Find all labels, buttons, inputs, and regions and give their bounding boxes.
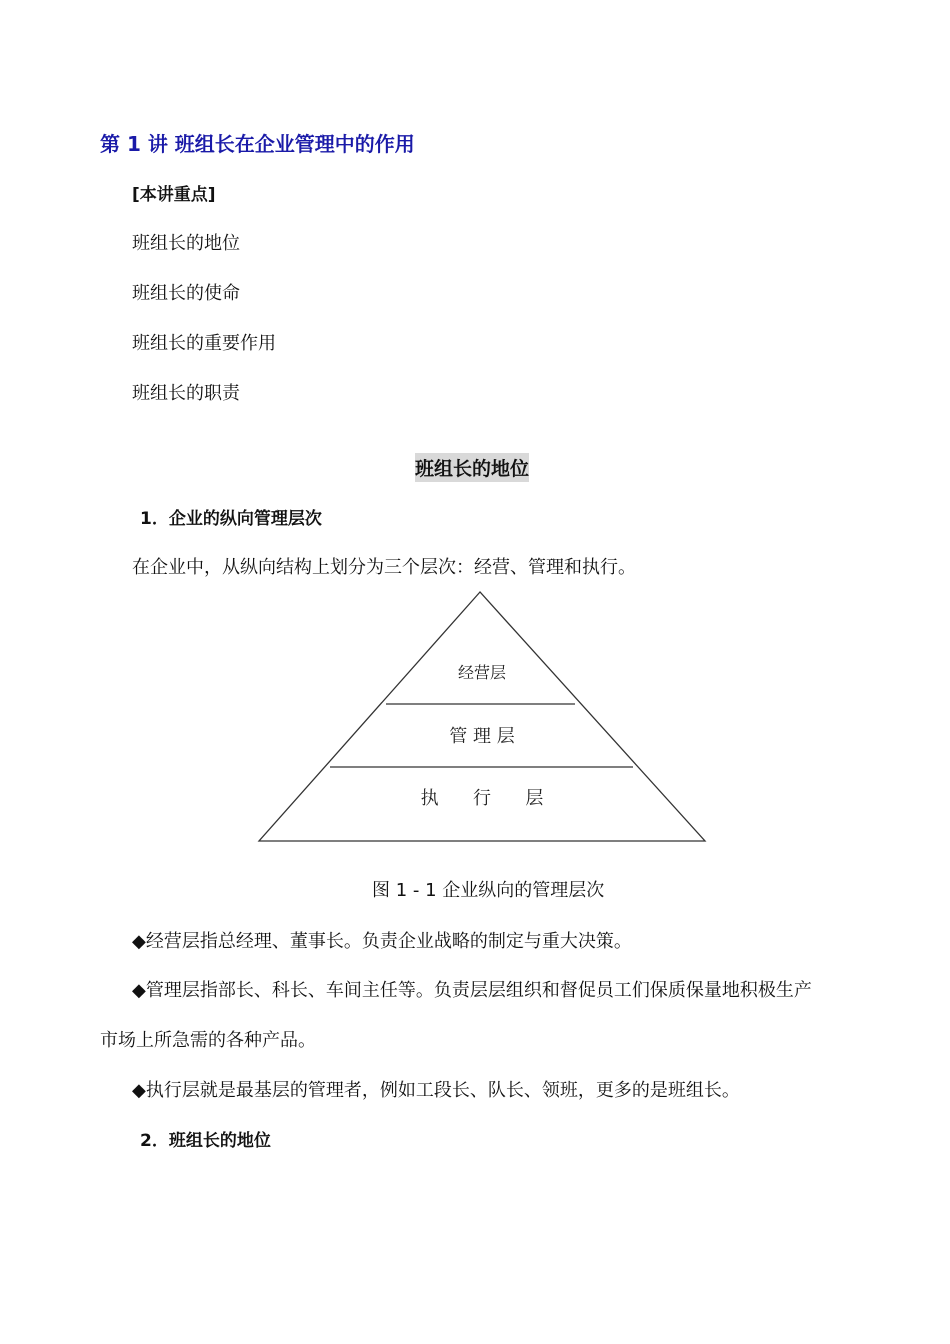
bullet-paragraph: ◆执行层就是最基层的管理者，例如工段长、队长、领班，更多的是班组长。: [132, 1080, 740, 1101]
figure-caption: 图 1 - 1 企业纵向的管理层次: [372, 880, 605, 901]
lecture-title: 第 1 讲 班组长在企业管理中的作用: [100, 132, 415, 156]
subsection-heading: 1．企业的纵向管理层次: [140, 509, 322, 529]
key-point-item: 班组长的重要作用: [132, 333, 276, 354]
layer-label-management: 管 理 层: [449, 726, 515, 747]
management-pyramid-diagram: [250, 585, 710, 847]
key-point-item: 班组长的使命: [132, 283, 240, 304]
intro-paragraph: 在企业中，从纵向结构上划分为三个层次：经营、管理和执行。: [132, 557, 636, 578]
bullet-paragraph: ◆经营层指总经理、董事长。负责企业战略的制定与重大决策。: [132, 931, 632, 952]
key-point-item: 班组长的职责: [132, 383, 240, 404]
section-title: 班组长的地位: [415, 453, 529, 482]
bullet-paragraph: ◆管理层指部长、科长、车间主任等。负责层层组织和督促员工们保质保量地积极生产: [132, 980, 812, 1001]
layer-label-execution: 执 行 层: [420, 788, 544, 809]
key-point-item: 班组长的地位: [132, 233, 240, 254]
key-points-heading: [本讲重点]: [132, 185, 216, 205]
subsection-heading: 2．班组长的地位: [140, 1131, 271, 1151]
bullet-paragraph-continued: 市场上所急需的各种产品。: [100, 1030, 316, 1051]
layer-label-operation: 经营层: [457, 663, 507, 682]
